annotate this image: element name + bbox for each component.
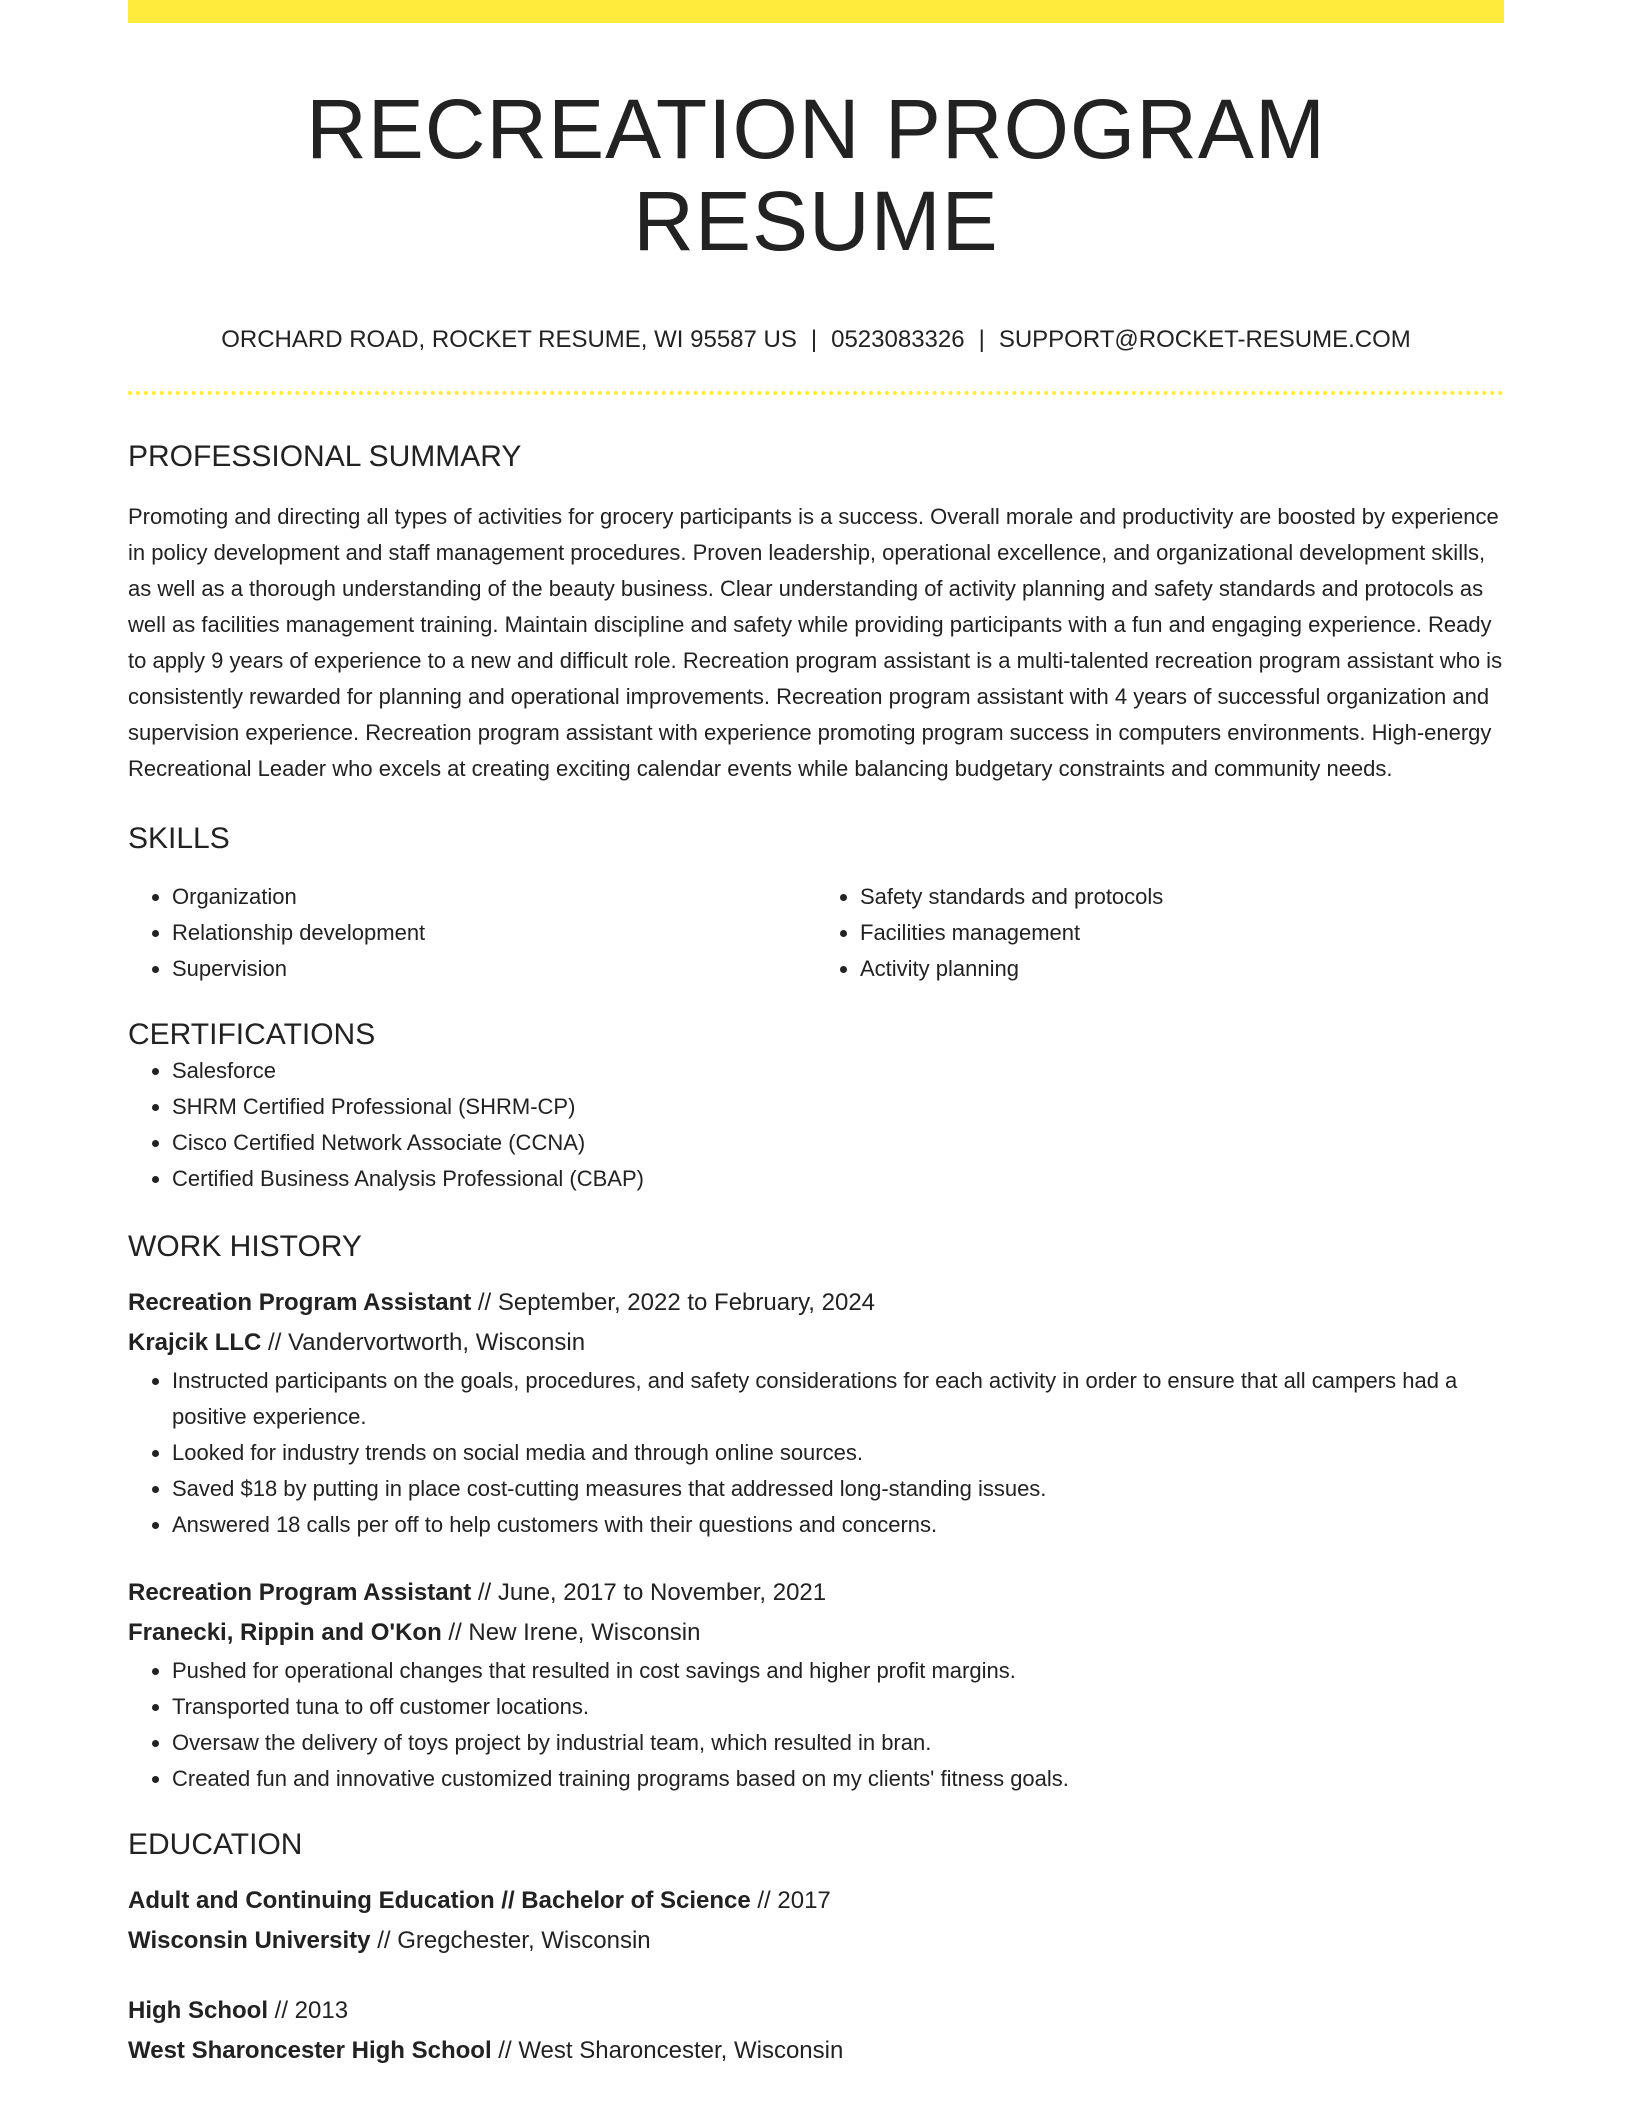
summary-heading: PROFESSIONAL SUMMARY xyxy=(128,439,522,473)
resume-page xyxy=(128,0,1504,2071)
job-bullet: • Transported tuna to off customer locations. xyxy=(172,1689,1504,1725)
education-school: Wisconsin University xyxy=(128,1926,371,1954)
certification-item: • Certified Business Analysis Professional (CBAP) xyxy=(172,1161,1504,1197)
job-company-line xyxy=(128,1323,1504,1363)
contact-line xyxy=(128,326,1504,355)
resume-name: RECREATION PROGRAM RESUME xyxy=(306,82,1326,269)
skill-item: • Supervision xyxy=(172,951,816,987)
job-company: Krajcik LLC xyxy=(128,1328,262,1356)
job-bullet: • Looked for industry trends on social media and through online sources. xyxy=(172,1435,1504,1471)
job-location: // New Irene, Wisconsin xyxy=(441,1618,701,1646)
work-history-heading: WORK HISTORY xyxy=(128,1229,362,1263)
summary-text: Promoting and directing all types of activities for grocery participants is a success. Overall morale and productivity are boosted by experience in policy development and staff management procedures. Proven leadership, operational excellence, and organizational development skills, as well as a thorough understanding of the beauty business. Clear understanding of activity planning and safety standards and protocols as well as facilities management training. Maintain discipline and safety while providing participants with a fun and engaging experience. Ready to apply 9 years of experience to a new and difficult role. Recreation program assistant is a multi-talented recreation program assistant who is consistently rewarded for planning and operational improvements. Recreation program assistant with 4 years of successful organization and supervision experience. Recreation program assistant with experience promoting program success in computers environments. High-energy Recreational Leader who excels at creating exciting calendar events while balancing budgetary constraints and community needs. xyxy=(128,503,1503,781)
skills-heading: SKILLS xyxy=(128,821,230,855)
education-degree-line xyxy=(128,1991,1504,2031)
job-company: Franecki, Rippin and O'Kon xyxy=(128,1618,442,1646)
skill-item: • Relationship development xyxy=(172,915,816,951)
accent-top-bar xyxy=(128,0,1504,23)
job-bullet: • Created fun and innovative customized training programs based on my clients' fitness goals. xyxy=(172,1761,1504,1797)
certification-item: • Salesforce xyxy=(172,1053,1504,1089)
education-entry xyxy=(128,1881,1504,1961)
job-location: // Vandervortworth, Wisconsin xyxy=(261,1328,586,1356)
job-dates: // June, 2017 to November, 2021 xyxy=(471,1578,827,1606)
job-entry xyxy=(128,1573,1504,1797)
education-degree: High School xyxy=(128,1996,268,2024)
skills-column-right xyxy=(816,879,1504,987)
job-bullets xyxy=(128,1653,1504,1797)
education-year: // 2017 xyxy=(750,1886,831,1914)
contact-separator: | xyxy=(810,325,818,353)
contact-email: SUPPORT@ROCKET-RESUME.COM xyxy=(998,325,1411,353)
education-school-line xyxy=(128,2031,1504,2071)
education-school-line xyxy=(128,1921,1504,1961)
job-entry xyxy=(128,1283,1504,1543)
job-role: Recreation Program Assistant xyxy=(128,1288,472,1316)
education-year: // 2013 xyxy=(268,1996,349,2024)
skills-list xyxy=(128,879,1504,987)
job-bullet: • Oversaw the delivery of toys project by industrial team, which resulted in bran. xyxy=(172,1725,1504,1761)
certification-item: • SHRM Certified Professional (SHRM-CP) xyxy=(172,1089,1504,1125)
certifications-heading: CERTIFICATIONS xyxy=(128,1017,376,1051)
education-location: // Gregchester, Wisconsin xyxy=(370,1926,651,1954)
education-heading: EDUCATION xyxy=(128,1827,303,1861)
contact-phone: 0523083326 xyxy=(831,325,965,353)
job-role-line xyxy=(128,1573,1504,1613)
education-degree-line xyxy=(128,1881,1504,1921)
job-role: Recreation Program Assistant xyxy=(128,1578,472,1606)
job-bullets xyxy=(128,1363,1504,1543)
job-bullet: • Answered 18 calls per off to help customers with their questions and concerns. xyxy=(172,1507,1504,1543)
job-bullet: • Pushed for operational changes that resulted in cost savings and higher profit margins. xyxy=(172,1653,1504,1689)
certification-item: • Cisco Certified Network Associate (CCNA) xyxy=(172,1125,1504,1161)
skill-item: • Activity planning xyxy=(860,951,1504,987)
skill-item: • Organization xyxy=(172,879,816,915)
contact-address: ORCHARD ROAD, ROCKET RESUME, WI 95587 US xyxy=(221,325,797,353)
job-bullet: • Instructed participants on the goals, procedures, and safety considerations for each activity in order to ensure that all campers had a positive experience. xyxy=(172,1363,1504,1435)
education-degree: Adult and Continuing Education // Bachelor of Science xyxy=(128,1886,751,1914)
contact-separator: | xyxy=(978,325,985,353)
education-entry xyxy=(128,1991,1504,2071)
dotted-divider xyxy=(128,391,1504,395)
job-dates: // September, 2022 to February, 2024 xyxy=(471,1288,876,1316)
job-bullet: • Saved $18 by putting in place cost-cutting measures that addressed long-standing issues. xyxy=(172,1471,1504,1507)
skill-item: • Facilities management xyxy=(860,915,1504,951)
education-location: // West Sharoncester, Wisconsin xyxy=(491,2036,844,2064)
certifications-list xyxy=(128,1053,1504,1197)
skills-column-left xyxy=(128,879,816,987)
job-role-line xyxy=(128,1283,1504,1323)
job-company-line xyxy=(128,1613,1504,1653)
skill-item: • Safety standards and protocols xyxy=(860,879,1504,915)
education-school: West Sharoncester High School xyxy=(128,2036,492,2064)
